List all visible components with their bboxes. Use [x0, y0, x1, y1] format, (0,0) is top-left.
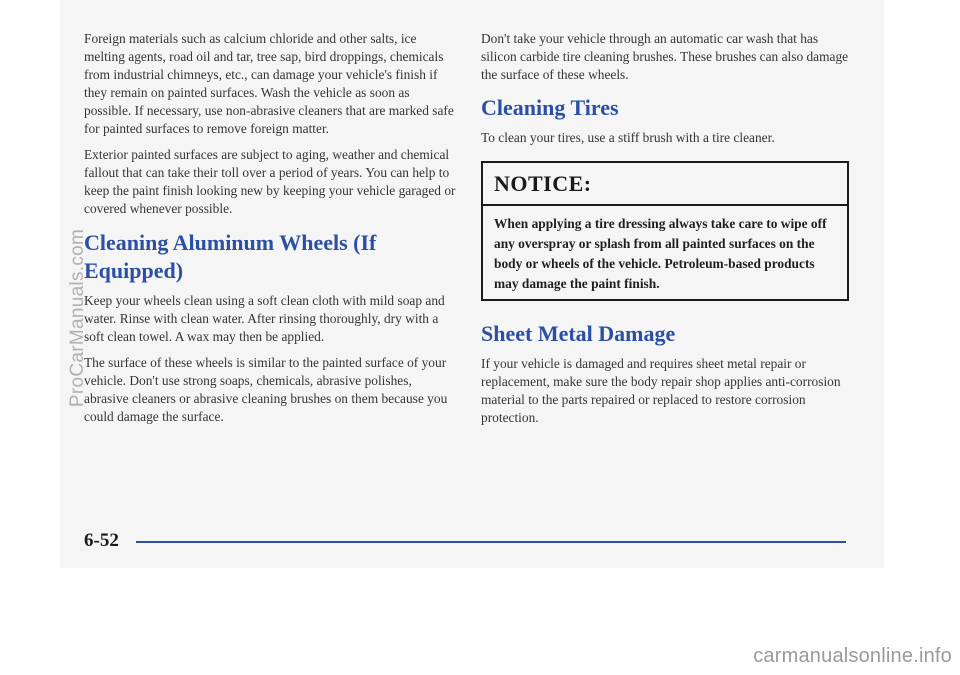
notice-box: [481, 161, 849, 301]
paragraph-wheel-surface: The surface of these wheels is similar to the painted surface of your vehicle. Don't use strong soaps, chemicals, abrasive polishes, abrasive cleaners or abrasive cleaning brushes on them because you could damage the surface.: [84, 355, 448, 424]
heading-sheet-metal-damage: Sheet Metal Damage: [481, 321, 676, 346]
page-number: 6-52: [84, 530, 119, 551]
right-column: [481, 30, 849, 435]
manual-page: [60, 0, 884, 568]
footer-rule: [136, 541, 846, 543]
paragraph-clean-tires: To clean your tires, use a stiff brush with a tire cleaner.: [481, 130, 775, 145]
paragraph-sheet-metal: If your vehicle is damaged and requires sheet metal repair or replacement, make sure the body repair shop applies anti-corrosion material to the parts repaired or replaced to restore corrosion protection.: [481, 356, 841, 425]
paragraph-car-wash: Don't take your vehicle through an automatic car wash that has silicon carbide tire cleaning brushes. These brushes can also damage the surface of these wheels.: [481, 31, 849, 82]
left-column: [84, 30, 456, 434]
heading-cleaning-tires: Cleaning Tires: [481, 95, 619, 120]
notice-body: When applying a tire dressing always take care to wipe off any overspray or splash from all painted surfaces on the body or wheels of the vehicle. Petroleum-based products may damage the paint finish.: [494, 216, 827, 291]
heading-cleaning-aluminum-wheels: Cleaning Aluminum Wheels (If Equipped): [84, 230, 377, 283]
bottom-watermark: carmanualsonline.info: [753, 645, 952, 667]
notice-title: NOTICE:: [494, 171, 592, 196]
paragraph-keep-wheels-clean: Keep your wheels clean using a soft clean cloth with mild soap and water. Rinse with clean water. After rinsing thoroughly, dry with a soft clean towel. A wax may then be applied.: [84, 293, 445, 344]
paragraph-exterior-surfaces: Exterior painted surfaces are subject to aging, weather and chemical fallout that can take their toll over a period of years. You can help to keep the paint finish looking new by keeping your vehicle garaged or covered whenever possible.: [84, 147, 456, 216]
paragraph-foreign-materials: Foreign materials such as calcium chloride and other salts, ice melting agents, road oil and tar, tree sap, bird droppings, chemicals from industrial chimneys, etc., can damage your vehicle's finish if they remain on painted surfaces. Wash the vehicle as soon as possible. If necessary, use non-abrasive cleaners that are marked safe for painted surfaces to remove foreign matter.: [84, 31, 454, 136]
side-watermark: ProCarManuals.com: [67, 228, 88, 408]
